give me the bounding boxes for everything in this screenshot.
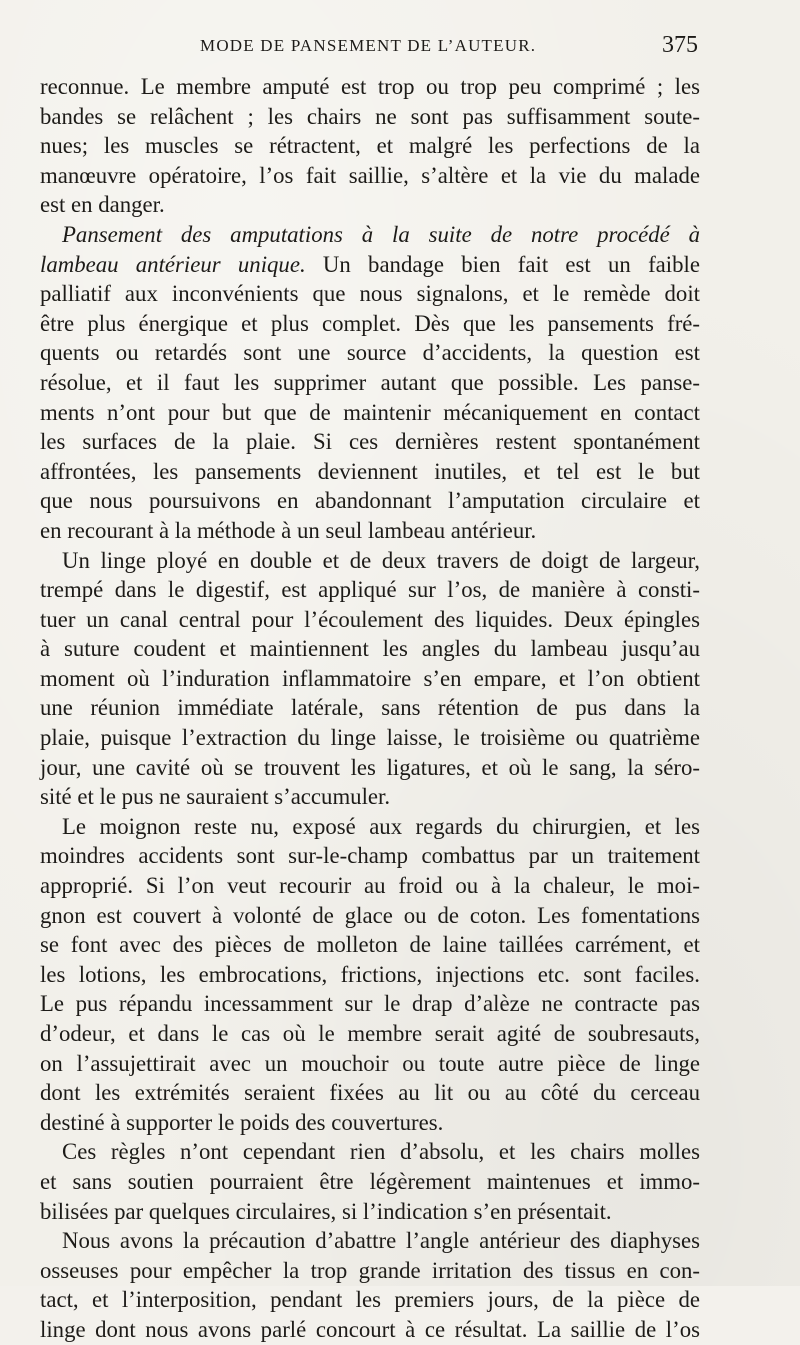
line-text: moment où l’induration inflammatoire s’en empare, et l’on obtient <box>40 665 700 691</box>
line-text: dont les extrémités seraient fixées au lit ou au côté du cerceau <box>40 1080 700 1106</box>
line-text: une réunion immédiate latérale, sans rétention de pus dans la <box>40 695 700 721</box>
line-text: gnon est couvert à volonté de glace ou de coton. Les fomentations <box>40 902 700 928</box>
running-head <box>40 34 698 60</box>
text-line <box>40 693 700 723</box>
text-line <box>40 279 700 309</box>
text-line <box>40 1315 700 1345</box>
text-line <box>40 1137 700 1167</box>
text-line <box>40 1078 700 1108</box>
line-text: bilisées par quelques circulaires, si l’indication s’en présentait. <box>40 1198 612 1224</box>
text-line <box>40 664 700 694</box>
text-line <box>40 131 700 161</box>
text-line <box>40 1285 700 1315</box>
line-text: que nous poursuivons en abandonnant l’amputation circulaire et <box>40 488 700 514</box>
text-line <box>40 1256 700 1286</box>
text-line <box>40 782 700 812</box>
line-text: se font avec des pièces de molleton de laine taillées carrément, et <box>40 932 700 958</box>
line-text: tuer un canal central pour l’écoulement des liquides. Deux épingles <box>40 606 700 632</box>
line-text: nues; les muscles se rétractent, et malgré les perfections de la <box>40 133 700 159</box>
line-text: à suture coudent et maintiennent les angles du lambeau jusqu’au <box>40 636 700 662</box>
line-text: Le pus répandu incessamment sur le drap d’alèze ne contracte pas <box>40 991 700 1017</box>
line-text: on l’assujettirait avec un mouchoir ou toute autre pièce de linge <box>40 1050 700 1076</box>
line-text: jour, une cavité où se trouvent les ligatures, et où le sang, la séro- <box>40 754 700 780</box>
text-line <box>40 1049 700 1079</box>
line-text: palliatif aux inconvénients que nous signalons, et le remède doit <box>40 281 700 307</box>
text-line <box>40 812 700 842</box>
running-title: MODE DE PANSEMENT DE L’AUTEUR. <box>200 36 537 55</box>
text-line <box>40 220 700 250</box>
line-text: résolue, et il faut les supprimer autant que possible. Les panse- <box>40 369 700 395</box>
text-line <box>40 427 700 457</box>
text-line <box>40 102 700 132</box>
line-text: les lotions, les embrocations, frictions, injections etc. sont faciles. <box>40 961 700 987</box>
line-text: approprié. Si l’on veut recourir au froid ou à la chaleur, le moi- <box>40 873 700 899</box>
text-line <box>40 605 700 635</box>
line-text: Un linge ployé en double et de deux travers de doigt de largeur, <box>62 547 700 573</box>
line-text: affrontées, les pansements deviennent inutiles, et tel est le but <box>40 458 700 484</box>
text-line <box>40 546 700 576</box>
text-line <box>40 723 700 753</box>
line-text: Un bandage bien fait est un faible <box>305 251 700 277</box>
text-line <box>40 901 700 931</box>
line-text: les surfaces de la plaie. Si ces dernières restent spontanément <box>40 429 700 455</box>
line-text: plaie, puisque l’extraction du linge laisse, le troisième ou quatrième <box>40 725 700 751</box>
text-line <box>40 1226 700 1256</box>
line-text: manœuvre opératoire, l’os fait saillie, s’altère et la vie du malade <box>40 162 700 188</box>
line-text: et sans soutien pourraient être légèrement maintenues et immo- <box>40 1168 700 1194</box>
line-text: Ces règles n’ont cependant rien d’absolu, et les chairs molles <box>62 1139 700 1165</box>
line-text: est en danger. <box>40 192 165 218</box>
text-line <box>40 930 700 960</box>
text-line <box>40 338 700 368</box>
line-text: Le moignon reste nu, exposé aux regards du chirurgien, et les <box>62 813 700 839</box>
text-line <box>40 190 700 220</box>
line-text: reconnue. Le membre amputé est trop ou trop peu comprimé ; les <box>40 74 700 99</box>
text-line <box>40 250 700 280</box>
line-text: trempé dans le digestif, est appliqué sur l’os, de manière à consti- <box>40 577 700 603</box>
line-text: linge dont nous avons parlé concourt à ce résultat. La saillie de l’os <box>40 1316 700 1342</box>
text-line <box>40 486 700 516</box>
text-line <box>40 871 700 901</box>
text-line <box>40 398 700 428</box>
line-text: osseuses pour empêcher la trop grande irritation des tissus en con- <box>40 1257 700 1283</box>
text-line <box>40 161 700 191</box>
italic-heading: Pansement des amputations à la suite de notre procédé à <box>62 221 700 247</box>
text-line <box>40 457 700 487</box>
line-text: bandes se relâchent ; les chairs ne sont pas suffisamment soute- <box>40 103 700 129</box>
line-text: d’odeur, et dans le cas où le membre serait agité de soubresauts, <box>40 1021 700 1046</box>
line-text: quents ou retardés sont une source d’accidents, la question est <box>40 340 700 366</box>
text-line <box>40 1019 700 1049</box>
line-text: ments n’ont pour but que de maintenir mécaniquement en contact <box>40 399 700 425</box>
text-line <box>40 960 700 990</box>
line-text: en recourant à la méthode à un seul lambeau antérieur. <box>40 517 537 543</box>
text-line <box>40 516 700 546</box>
page-number: 375 <box>662 32 698 58</box>
line-text: Nous avons la précaution d’abattre l’angle antérieur des diaphyses <box>62 1228 700 1254</box>
text-line <box>40 575 700 605</box>
text-line <box>40 634 700 664</box>
italic-heading: lambeau antérieur unique. <box>40 251 306 277</box>
text-line <box>40 753 700 783</box>
text-line <box>40 1108 700 1138</box>
text-line <box>40 309 700 339</box>
text-line <box>40 368 700 398</box>
line-text: sité et le pus ne sauraient s’accumuler. <box>40 784 391 810</box>
text-line <box>40 1197 700 1227</box>
line-text: tact, et l’interposition, pendant les premiers jours, de la pièce de <box>40 1287 700 1313</box>
line-text: être plus énergique et plus complet. Dès que les pansements fré- <box>40 310 700 336</box>
body-text <box>40 72 700 1345</box>
text-line <box>40 989 700 1019</box>
text-line <box>40 1167 700 1197</box>
line-text: moindres accidents sont sur-le-champ combattus par un traitement <box>40 843 700 869</box>
text-line <box>40 841 700 871</box>
text-line <box>40 72 700 102</box>
line-text: destiné à supporter le poids des couvertures. <box>40 1109 444 1135</box>
